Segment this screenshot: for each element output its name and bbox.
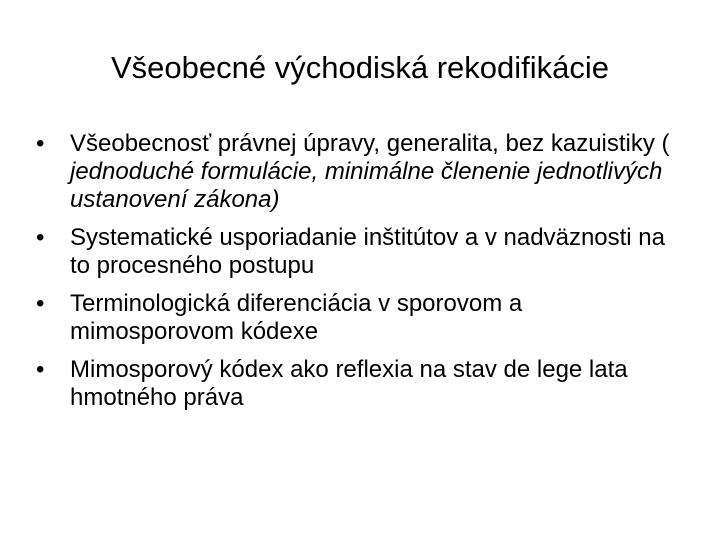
- bullet-icon: •: [36, 130, 45, 157]
- bullet-text: Terminologická diferenciácia v sporovom a mimosporovom kódexe: [70, 290, 523, 345]
- bullet-list: [36, 130, 676, 422]
- bullet-text-plain: Všeobecnosť právnej úpravy, generalita, bez kazuistiky (: [70, 130, 670, 157]
- bullet-icon: •: [36, 224, 45, 251]
- list-item: [36, 224, 676, 280]
- bullet-icon: •: [36, 356, 45, 383]
- bullet-text: Systematické usporiadanie inštitútov a v nadväznosti na to procesného postupu: [70, 224, 665, 279]
- bullet-text-italic: jednoduché formulácie, minimálne členenie jednotlivých ustanovení zákona): [70, 158, 663, 213]
- slide-title: Všeobecné východiská rekodifikácie: [111, 50, 609, 85]
- list-item: [36, 356, 676, 412]
- bullet-text: Mimosporový kódex ako reflexia na stav de lege lata hmotného práva: [70, 356, 628, 411]
- list-item: [36, 130, 676, 214]
- list-item: [36, 290, 676, 346]
- bullet-icon: •: [36, 290, 45, 317]
